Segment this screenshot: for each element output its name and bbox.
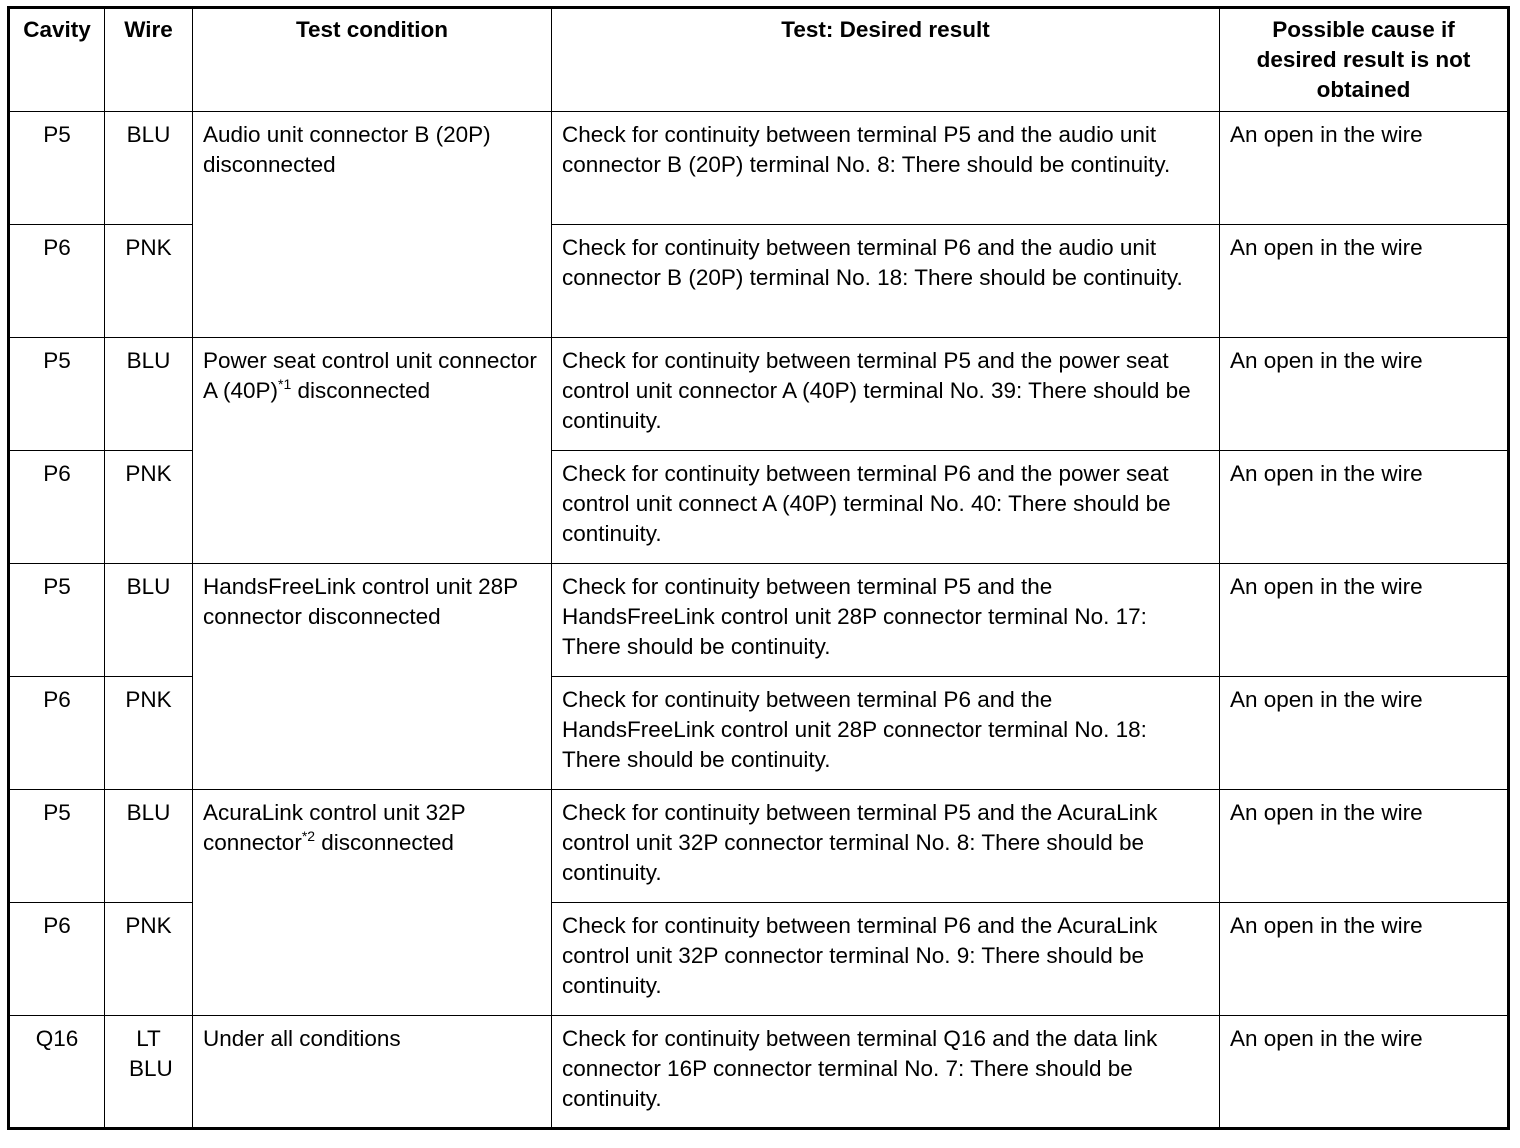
wire-cell: BLU	[105, 112, 193, 225]
footnote-marker: *1	[278, 376, 292, 392]
wire-cell: PNK	[105, 225, 193, 338]
desired-result-cell: Check for continuity between terminal P5 and the HandsFreeLink control unit 28P connector terminal No. 17: There should be continuity.	[552, 564, 1220, 677]
cavity-cell: P5	[9, 338, 105, 451]
desired-result-cell: Check for continuity between terminal P6 and the power seat control unit connect A (40P) terminal No. 40: There should be continuity.	[552, 451, 1220, 564]
footnote-marker: *2	[301, 828, 316, 844]
test-condition-cell: Under all conditions	[193, 1016, 552, 1129]
possible-cause-cell: An open in the wire	[1220, 790, 1509, 903]
possible-cause-cell: An open in the wire	[1220, 338, 1509, 451]
possible-cause-cell: An open in the wire	[1220, 1016, 1509, 1129]
possible-cause-cell: An open in the wire	[1220, 903, 1509, 1016]
desired-result-cell: Check for continuity between terminal P5 and the AcuraLink control unit 32P connector terminal No. 8: There should be continuity.	[552, 790, 1220, 903]
wire-cell: BLU	[105, 338, 193, 451]
desired-result-cell: Check for continuity between terminal P5 and the audio unit connector B (20P) terminal No. 8: There should be continuity.	[552, 112, 1220, 225]
test-condition-cell	[193, 338, 552, 564]
header-test-condition: Test condition	[193, 8, 552, 112]
cavity-cell: Q16	[9, 1016, 105, 1129]
header-possible-cause: Possible cause if desired result is not obtained	[1220, 8, 1509, 112]
possible-cause-cell: An open in the wire	[1220, 451, 1509, 564]
table-row	[9, 112, 1509, 225]
table-row	[9, 338, 1509, 451]
cavity-cell: P5	[9, 790, 105, 903]
cavity-cell: P5	[9, 112, 105, 225]
desired-result-cell: Check for continuity between terminal Q16 and the data link connector 16P connector terminal No. 7: There should be continuity.	[552, 1016, 1220, 1129]
cavity-cell: P6	[9, 903, 105, 1016]
possible-cause-cell: An open in the wire	[1220, 564, 1509, 677]
wire-cell: BLU	[105, 564, 193, 677]
header-cavity: Cavity	[9, 8, 105, 112]
condition-text: Power seat control unit connector A (40P)	[203, 348, 537, 403]
test-condition-cell	[193, 790, 552, 1016]
wire-cell: PNK	[105, 451, 193, 564]
desired-result-cell: Check for continuity between terminal P6 and the HandsFreeLink control unit 28P connector terminal No. 18: There should be continuity.	[552, 677, 1220, 790]
test-condition-cell: HandsFreeLink control unit 28P connector disconnected	[193, 564, 552, 790]
header-wire: Wire	[105, 8, 193, 112]
condition-text-tail: disconnected	[291, 378, 431, 403]
table-row	[9, 564, 1509, 677]
wire-cell: LT BLU	[105, 1016, 193, 1129]
header-row	[9, 8, 1509, 112]
possible-cause-cell: An open in the wire	[1220, 112, 1509, 225]
desired-result-cell: Check for continuity between terminal P6 and the audio unit connector B (20P) terminal No. 18: There should be continuity.	[552, 225, 1220, 338]
cavity-cell: P5	[9, 564, 105, 677]
condition-text: AcuraLink control unit 32P connector	[203, 800, 466, 855]
wire-cell: PNK	[105, 903, 193, 1016]
test-condition-cell: Audio unit connector B (20P) disconnected	[193, 112, 552, 338]
cavity-cell: P6	[9, 225, 105, 338]
wire-cell: PNK	[105, 677, 193, 790]
header-desired-result: Test: Desired result	[552, 8, 1220, 112]
desired-result-cell: Check for continuity between terminal P5 and the power seat control unit connector A (40P) terminal No. 39: There should be continuity.	[552, 338, 1220, 451]
possible-cause-cell: An open in the wire	[1220, 677, 1509, 790]
table-row	[9, 790, 1509, 903]
wire-cell: BLU	[105, 790, 193, 903]
cavity-cell: P6	[9, 451, 105, 564]
cavity-cell: P6	[9, 677, 105, 790]
possible-cause-cell: An open in the wire	[1220, 225, 1509, 338]
table-row	[9, 1016, 1509, 1129]
diagnostic-table	[7, 6, 1510, 1130]
condition-text-tail: disconnected	[315, 830, 454, 855]
desired-result-cell: Check for continuity between terminal P6 and the AcuraLink control unit 32P connector terminal No. 9: There should be continuity.	[552, 903, 1220, 1016]
